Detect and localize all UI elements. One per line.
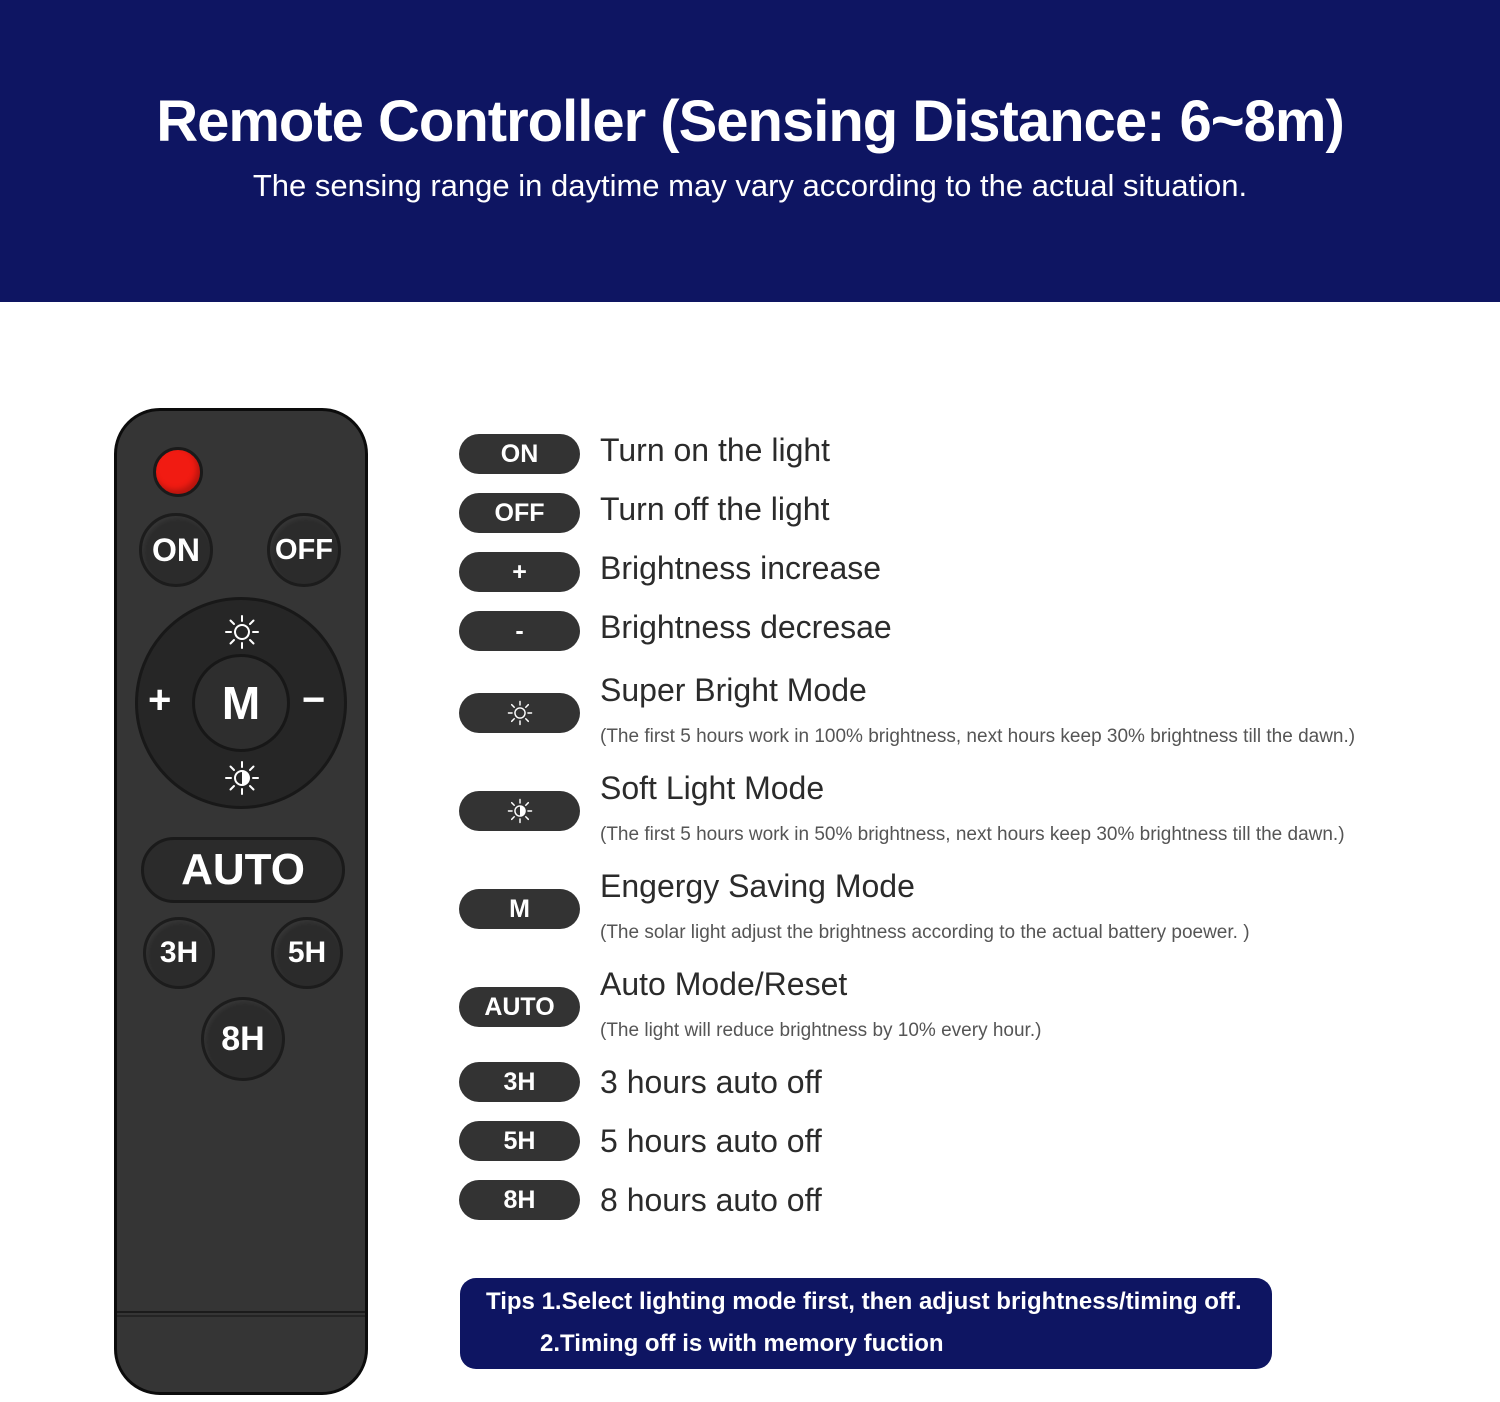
legend-note-soft-light: (The first 5 hours work in 50% brightness, next hours keep 30% brightness till the dawn.) — [600, 824, 1345, 845]
remote-m-button[interactable]: M — [192, 654, 290, 752]
legend-key-off: OFF — [459, 493, 580, 533]
header-banner — [0, 0, 1500, 302]
remote-on-button[interactable]: ON — [139, 513, 213, 587]
legend-key-8h: 8H — [459, 1180, 580, 1220]
legend-key-soft-light — [459, 791, 580, 831]
legend-label-on: Turn on the light — [600, 432, 831, 468]
tips-line-2: 2.Timing off is with memory fuction — [540, 1330, 944, 1357]
half-sun-icon[interactable] — [224, 760, 260, 796]
remote-plus-button[interactable]: + — [148, 678, 172, 722]
remote-seam — [117, 1311, 365, 1317]
legend-key-minus: - — [459, 611, 580, 651]
legend-label-off: Turn off the light — [600, 491, 830, 527]
remote-dpad — [135, 597, 347, 809]
legend-label-soft-light: Soft Light Mode — [600, 770, 825, 806]
remote-controller — [114, 408, 368, 1395]
legend-key-plus: + — [459, 552, 580, 592]
sun-icon — [507, 700, 533, 726]
legend-key-on: ON — [459, 434, 580, 474]
legend-label-5h: 5 hours auto off — [600, 1123, 822, 1159]
legend-key-auto: AUTO — [459, 987, 580, 1027]
legend-label-8h: 8 hours auto off — [600, 1182, 822, 1218]
legend-key-3h: 3H — [459, 1062, 580, 1102]
page-subtitle: The sensing range in daytime may vary according to the actual situation. — [252, 168, 1248, 203]
page-title: Remote Controller (Sensing Distance: 6~8m) — [156, 89, 1344, 154]
legend-label-auto: Auto Mode/Reset — [600, 966, 848, 1002]
remote-minus-button[interactable]: − — [302, 678, 326, 722]
sun-icon[interactable] — [224, 614, 260, 650]
half-sun-icon — [507, 798, 533, 824]
legend-note-super-bright: (The first 5 hours work in 100% brightness, next hours keep 30% brightness till the dawn.) — [600, 726, 1356, 747]
remote-off-button[interactable]: OFF — [267, 513, 341, 587]
legend-label-minus: Brightness decresae — [600, 609, 892, 645]
legend-label-plus: Brightness increase — [600, 550, 882, 586]
legend-label-3h: 3 hours auto off — [600, 1064, 822, 1100]
remote-3h-button[interactable]: 3H — [143, 917, 215, 989]
legend-label-energy-saving: Engergy Saving Mode — [600, 868, 915, 904]
remote-5h-button[interactable]: 5H — [271, 917, 343, 989]
tips-box — [460, 1278, 1272, 1369]
indicator-led — [153, 447, 203, 497]
legend-key-m: M — [459, 889, 580, 929]
legend-key-5h: 5H — [459, 1121, 580, 1161]
legend-label-super-bright: Super Bright Mode — [600, 672, 867, 708]
remote-auto-button[interactable]: AUTO — [141, 837, 345, 903]
tips-line-1: Tips 1.Select lighting mode first, then adjust brightness/timing off. — [486, 1288, 1242, 1315]
legend-note-auto: (The light will reduce brightness by 10% every hour.) — [600, 1020, 1042, 1041]
legend-note-energy-saving: (The solar light adjust the brightness according to the actual battery poewer. ) — [600, 922, 1250, 943]
legend-key-super-bright — [459, 693, 580, 733]
remote-8h-button[interactable]: 8H — [201, 997, 285, 1081]
